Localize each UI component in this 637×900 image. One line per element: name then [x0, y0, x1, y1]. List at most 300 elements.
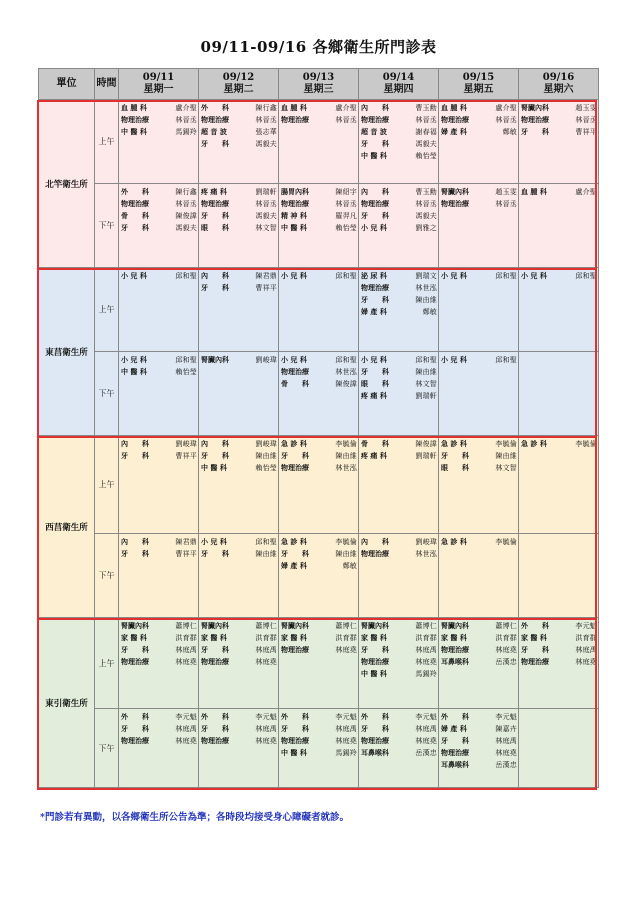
department-label: 中 醫 科: [361, 151, 387, 160]
clinic-entry: [439, 438, 518, 450]
doctor-name: 林晉丞: [495, 200, 517, 208]
department-label: 急 診 科: [441, 439, 467, 448]
clinic-entry: [519, 438, 598, 450]
doctor-name: 林晉丞: [415, 116, 437, 124]
doctor-name: 蕭博仁: [415, 622, 437, 630]
doctor-name: 李元魁: [575, 622, 597, 630]
clinic-entry: [439, 711, 518, 723]
day-slot: [519, 352, 599, 436]
day-weekday: 星期三: [303, 84, 334, 95]
doctor-name: 李元魁: [335, 713, 357, 721]
doctor-name: 劉雅之: [415, 224, 437, 232]
doctor-name: 林庭禹: [415, 725, 437, 733]
doctor-name: 林晉丞: [575, 116, 597, 124]
clinic-entry: [359, 306, 438, 318]
department-label: 牙 科: [441, 451, 469, 460]
clinic-entry: [359, 282, 438, 294]
day-weekday: 星期一: [143, 84, 174, 95]
clinic-entry: [119, 270, 198, 282]
clinic-entry: [279, 366, 358, 378]
doctor-name: 林庭禹: [255, 725, 277, 733]
department-label: 內 科: [361, 103, 389, 112]
doctor-name: 岳漢忠: [495, 761, 517, 769]
department-label: 耳鼻喉科: [361, 748, 389, 757]
department-label: 物理治療: [281, 115, 309, 124]
session-label: 上午: [95, 618, 119, 709]
clinic-entry: [199, 548, 278, 560]
doctor-name: 劉峻瑋: [255, 356, 277, 364]
doctor-name: 陳嘉卉: [495, 725, 517, 733]
clinic-entry: [439, 759, 518, 771]
clinic-entry: [279, 354, 358, 366]
doctor-name: 林世泓: [415, 550, 437, 558]
clinic-entry: [119, 126, 198, 138]
doctor-name: 鄭敏: [342, 562, 357, 570]
department-label: 耳鼻喉科: [441, 657, 469, 666]
doctor-name: 曹祥平: [575, 128, 597, 136]
day-slot: [119, 100, 199, 184]
session-label: 上午: [95, 268, 119, 352]
department-label: 精 神 科: [281, 211, 307, 220]
department-label: 超 音 波: [201, 127, 227, 136]
clinic-entry: [359, 150, 438, 162]
clinic-entry: [279, 644, 358, 656]
clinic-entry: [119, 644, 198, 656]
day-slot: [359, 618, 439, 709]
department-label: 牙 科: [281, 451, 309, 460]
doctor-name: 賴怡瑩: [415, 152, 437, 160]
department-label: 外 科: [441, 712, 469, 721]
department-label: 血 腫 科: [281, 103, 307, 112]
department-label: 物理治療: [281, 463, 309, 472]
doctor-name: 盧介聖: [495, 104, 517, 112]
clinic-entry: [199, 354, 278, 366]
clinic-entry: [359, 438, 438, 450]
clinic-entry: [359, 294, 438, 306]
day-date: 09/11: [142, 72, 175, 83]
department-label: 物理治療: [441, 645, 469, 654]
department-label: 物理治療: [121, 199, 149, 208]
clinic-entry: [439, 723, 518, 735]
doctor-name: 劉峻瑋: [415, 538, 437, 546]
doctor-name: 邱和聖: [255, 538, 277, 546]
doctor-name: 賴怡瑩: [255, 464, 277, 472]
day-slot: [199, 618, 279, 709]
clinic-entry: [519, 126, 598, 138]
department-label: 泌 尿 科: [361, 271, 387, 280]
clinic-entry: [439, 620, 518, 632]
doctor-name: 李毓倫: [335, 538, 357, 546]
clinic-entry: [279, 560, 358, 572]
doctor-name: 林庭堯: [255, 658, 277, 666]
doctor-name: 林庭禹: [575, 646, 597, 654]
department-label: 牙 科: [201, 645, 229, 654]
doctor-name: 劉峻瑋: [175, 440, 197, 448]
clinic-entry: [439, 747, 518, 759]
doctor-name: 李毓倫: [495, 538, 517, 546]
department-label: 物理治療: [361, 115, 389, 124]
day-slot: [439, 184, 519, 268]
department-label: 疼 痛 科: [361, 391, 387, 400]
department-label: 小 兒 科: [281, 355, 307, 364]
day-slot: [439, 352, 519, 436]
department-label: 物理治療: [521, 657, 549, 666]
day-date: 09/14: [382, 72, 415, 83]
doctor-name: 賴怡瑩: [335, 224, 357, 232]
day-slot: [279, 352, 359, 436]
doctor-name: 曹玉勳: [415, 104, 437, 112]
footnote: *門診若有異動，以各鄉衛生所公告為準；各時段均接受身心障礙者就診。: [40, 812, 349, 823]
clinic-entry: [359, 450, 438, 462]
doctor-name: 蕭博仁: [335, 622, 357, 630]
day-header: [199, 69, 279, 100]
day-slot: [279, 436, 359, 534]
clinic-entry: [519, 186, 598, 198]
department-label: 腎臟內科: [441, 187, 469, 196]
clinic-entry: [359, 222, 438, 234]
doctor-name: 陳由維: [255, 452, 277, 460]
clinic-entry: [439, 450, 518, 462]
day-slot: [279, 184, 359, 268]
clinic-entry: [359, 656, 438, 668]
doctor-name: 陳由維: [415, 368, 437, 376]
day-slot: [119, 352, 199, 436]
department-label: 牙 科: [361, 139, 389, 148]
clinic-entry: [279, 632, 358, 644]
doctor-name: 謝春福: [415, 128, 437, 136]
doctor-name: 劉峻瑋: [255, 440, 277, 448]
session-label: 下午: [95, 352, 119, 436]
doctor-name: 陳行鑫: [175, 188, 197, 196]
department-label: 物理治療: [201, 736, 229, 745]
doctor-name: 張志華: [255, 128, 277, 136]
doctor-name: 盧介聖: [175, 104, 197, 112]
clinic-entry: [359, 354, 438, 366]
clinic-entry: [199, 711, 278, 723]
department-label: 家 醫 科: [521, 633, 547, 642]
department-label: 牙 科: [521, 127, 549, 136]
day-weekday: 星期六: [543, 84, 574, 95]
doctor-name: 洪育群: [335, 634, 357, 642]
clinic-entry: [439, 102, 518, 114]
department-label: 急 診 科: [281, 537, 307, 546]
clinic-entry: [519, 114, 598, 126]
department-label: 物理治療: [121, 736, 149, 745]
clinic-entry: [119, 198, 198, 210]
clinic-entry: [279, 620, 358, 632]
doctor-name: 林庭堯: [175, 658, 197, 666]
department-label: 眼 科: [361, 379, 389, 388]
department-label: 牙 科: [201, 724, 229, 733]
clinic-entry: [359, 536, 438, 548]
department-label: 牙 科: [201, 549, 229, 558]
session-row: [39, 268, 599, 352]
clinic-entry: [359, 620, 438, 632]
clinic-entry: [279, 450, 358, 462]
doctor-name: 李毓倫: [495, 440, 517, 448]
day-slot: [519, 268, 599, 352]
clinic-entry: [199, 438, 278, 450]
clinic-entry: [119, 548, 198, 560]
clinic-entry: [119, 656, 198, 668]
clinic-entry: [359, 114, 438, 126]
clinic-entry: [119, 366, 198, 378]
clinic-entry: [199, 462, 278, 474]
clinic-entry: [279, 548, 358, 560]
doctor-name: 邱和聖: [575, 272, 597, 280]
department-label: 疼 痛 科: [201, 187, 227, 196]
department-label: 小 兒 科: [361, 355, 387, 364]
day-slot: [519, 618, 599, 709]
clinic-entry: [119, 723, 198, 735]
department-label: 腎臟內科: [201, 355, 229, 364]
clinic-entry: [359, 210, 438, 222]
department-label: 耳鼻喉科: [441, 760, 469, 769]
department-label: 牙 科: [361, 295, 389, 304]
doctor-name: 林晉丞: [495, 116, 517, 124]
department-label: 中 醫 科: [361, 669, 387, 678]
department-label: 婦 產 科: [441, 127, 467, 136]
clinic-entry: [279, 186, 358, 198]
department-label: 物理治療: [441, 115, 469, 124]
day-header: [279, 69, 359, 100]
clinic-entry: [359, 644, 438, 656]
department-label: 家 醫 科: [201, 633, 227, 642]
clinic-entry: [359, 632, 438, 644]
department-label: 牙 科: [201, 283, 229, 292]
department-label: 牙 科: [521, 645, 549, 654]
doctor-name: 趙玉雯: [575, 104, 597, 112]
doctor-name: 林庭禹: [175, 725, 197, 733]
day-weekday: 星期二: [223, 84, 254, 95]
department-label: 牙 科: [441, 736, 469, 745]
day-slot: [199, 268, 279, 352]
clinic-entry: [279, 723, 358, 735]
day-slot: [279, 100, 359, 184]
doctor-name: 陳由維: [495, 452, 517, 460]
doctor-name: 林庭堯: [335, 737, 357, 745]
clinic-entry: [359, 711, 438, 723]
department-label: 中 醫 科: [281, 223, 307, 232]
day-slot: [279, 618, 359, 709]
clinic-entry: [199, 735, 278, 747]
day-slot: [199, 100, 279, 184]
department-label: 婦 產 科: [361, 307, 387, 316]
day-slot: [519, 709, 599, 788]
doctor-name: 賴怡瑩: [175, 368, 197, 376]
clinic-schedule-table: [38, 68, 599, 788]
doctor-name: 蕭博仁: [495, 622, 517, 630]
day-slot: [359, 268, 439, 352]
doctor-name: 陳俊諱: [415, 440, 437, 448]
department-label: 內 科: [201, 439, 229, 448]
day-slot: [119, 184, 199, 268]
clinic-entry: [439, 354, 518, 366]
day-slot: [119, 534, 199, 618]
doctor-name: 林文智: [495, 464, 517, 472]
day-slot: [519, 436, 599, 534]
department-label: 內 科: [361, 537, 389, 546]
department-label: 小 兒 科: [121, 355, 147, 364]
clinic-entry: [279, 711, 358, 723]
clinic-entry: [279, 536, 358, 548]
department-label: 骨 科: [121, 211, 149, 220]
department-label: 物理治療: [281, 736, 309, 745]
doctor-name: 李毓倫: [335, 440, 357, 448]
doctor-name: 林晉丞: [255, 116, 277, 124]
department-label: 外 科: [121, 187, 149, 196]
doctor-name: 林晉丞: [175, 200, 197, 208]
doctor-name: 林庭禹: [415, 646, 437, 654]
department-label: 急 診 科: [521, 439, 547, 448]
day-slot: [519, 184, 599, 268]
doctor-name: 邱和聖: [335, 356, 357, 364]
clinic-entry: [199, 198, 278, 210]
day-slot: [519, 534, 599, 618]
clinic-entry: [279, 438, 358, 450]
clinic-entry: [199, 644, 278, 656]
clinic-entry: [359, 747, 438, 759]
department-label: 小 兒 科: [441, 271, 467, 280]
doctor-name: 曹祥平: [175, 452, 197, 460]
clinic-entry: [279, 114, 358, 126]
doctor-name: 李元魁: [495, 713, 517, 721]
session-label: 下午: [95, 534, 119, 618]
department-label: 腎臟內科: [521, 103, 549, 112]
department-label: 骨 科: [361, 439, 389, 448]
department-label: 物理治療: [361, 549, 389, 558]
day-slot: [439, 618, 519, 709]
department-label: 內 科: [201, 271, 229, 280]
doctor-name: 林文智: [415, 380, 437, 388]
clinic-entry: [519, 632, 598, 644]
department-label: 物理治療: [361, 283, 389, 292]
doctor-name: 洪育群: [255, 634, 277, 642]
clinic-entry: [279, 270, 358, 282]
doctor-name: 林庭堯: [175, 737, 197, 745]
day-slot: [439, 436, 519, 534]
session-row: [39, 618, 599, 709]
doctor-name: 曹玉勳: [415, 188, 437, 196]
doctor-name: 盧介聖: [575, 188, 597, 196]
doctor-name: 鄭敏: [502, 128, 517, 136]
department-label: 牙 科: [201, 211, 229, 220]
doctor-name: 陳君鼎: [255, 272, 277, 280]
department-label: 物理治療: [201, 657, 229, 666]
session-label: 上午: [95, 100, 119, 184]
department-label: 物理治療: [521, 115, 549, 124]
day-slot: [359, 534, 439, 618]
doctor-name: 洪育群: [575, 634, 597, 642]
department-label: 牙 科: [121, 645, 149, 654]
department-label: 急 診 科: [281, 439, 307, 448]
session-row: [39, 100, 599, 184]
doctor-name: 林世泓: [335, 368, 357, 376]
clinic-entry: [359, 270, 438, 282]
clinic-entry: [439, 536, 518, 548]
department-label: 牙 科: [121, 724, 149, 733]
department-label: 家 醫 科: [441, 633, 467, 642]
doctor-name: 劉瑞軒: [415, 392, 437, 400]
doctor-name: 林晉丞: [335, 116, 357, 124]
doctor-name: 李元魁: [255, 713, 277, 721]
clinic-entry: [519, 620, 598, 632]
doctor-name: 林庭堯: [495, 749, 517, 757]
day-slot: [199, 534, 279, 618]
department-label: 腎臟內科: [121, 621, 149, 630]
clinic-entry: [359, 198, 438, 210]
clinic-entry: [439, 114, 518, 126]
clinic-entry: [439, 632, 518, 644]
department-label: 牙 科: [121, 549, 149, 558]
doctor-name: 林庭禹: [255, 646, 277, 654]
department-label: 物理治療: [441, 199, 469, 208]
doctor-name: 林晉丞: [335, 200, 357, 208]
clinic-entry: [519, 656, 598, 668]
clinic-name: 東引衛生所: [39, 618, 95, 788]
header-row: [39, 69, 599, 100]
department-label: 牙 科: [121, 223, 149, 232]
doctor-name: 邱和聖: [335, 272, 357, 280]
department-label: 牙 科: [361, 645, 389, 654]
day-date: 09/16: [542, 72, 575, 83]
department-label: 婦 產 科: [281, 561, 307, 570]
day-weekday: 星期四: [383, 84, 414, 95]
doctor-name: 陳行鑫: [255, 104, 277, 112]
day-slot: [359, 709, 439, 788]
doctor-name: 陳由維: [335, 550, 357, 558]
doctor-name: 曹祥平: [175, 550, 197, 558]
doctor-name: 馮毅夫: [415, 212, 437, 220]
session-row: [39, 534, 599, 618]
department-label: 小 兒 科: [521, 271, 547, 280]
department-label: 物理治療: [281, 645, 309, 654]
department-label: 牙 科: [361, 724, 389, 733]
department-label: 小 兒 科: [361, 223, 387, 232]
clinic-entry: [119, 438, 198, 450]
clinic-entry: [119, 620, 198, 632]
department-label: 外 科: [281, 712, 309, 721]
clinic-entry: [439, 462, 518, 474]
doctor-name: 洪育群: [175, 634, 197, 642]
department-label: 物理治療: [361, 657, 389, 666]
doctor-name: 蕭博仁: [255, 622, 277, 630]
department-label: 中 醫 科: [121, 367, 147, 376]
day-slot: [119, 618, 199, 709]
doctor-name: 林庭堯: [495, 646, 517, 654]
doctor-name: 馮毅夫: [175, 224, 197, 232]
department-label: 小 兒 科: [441, 355, 467, 364]
doctor-name: 曹祥平: [255, 284, 277, 292]
day-slot: [439, 268, 519, 352]
department-label: 物理治療: [121, 115, 149, 124]
department-label: 腎臟內科: [361, 621, 389, 630]
doctor-name: 馬錫羚: [335, 749, 357, 757]
schedule-body: [39, 100, 599, 788]
clinic-entry: [119, 735, 198, 747]
doctor-name: 陳俊諱: [335, 380, 357, 388]
clinic-entry: [199, 536, 278, 548]
department-label: 血 腫 科: [121, 103, 147, 112]
department-label: 急 診 科: [441, 537, 467, 546]
doctor-name: 鄭敏: [422, 308, 437, 316]
clinic-entry: [279, 735, 358, 747]
doctor-name: 馮毅夫: [415, 140, 437, 148]
clinic-entry: [359, 186, 438, 198]
day-slot: [119, 436, 199, 534]
clinic-entry: [279, 222, 358, 234]
clinic-entry: [199, 114, 278, 126]
